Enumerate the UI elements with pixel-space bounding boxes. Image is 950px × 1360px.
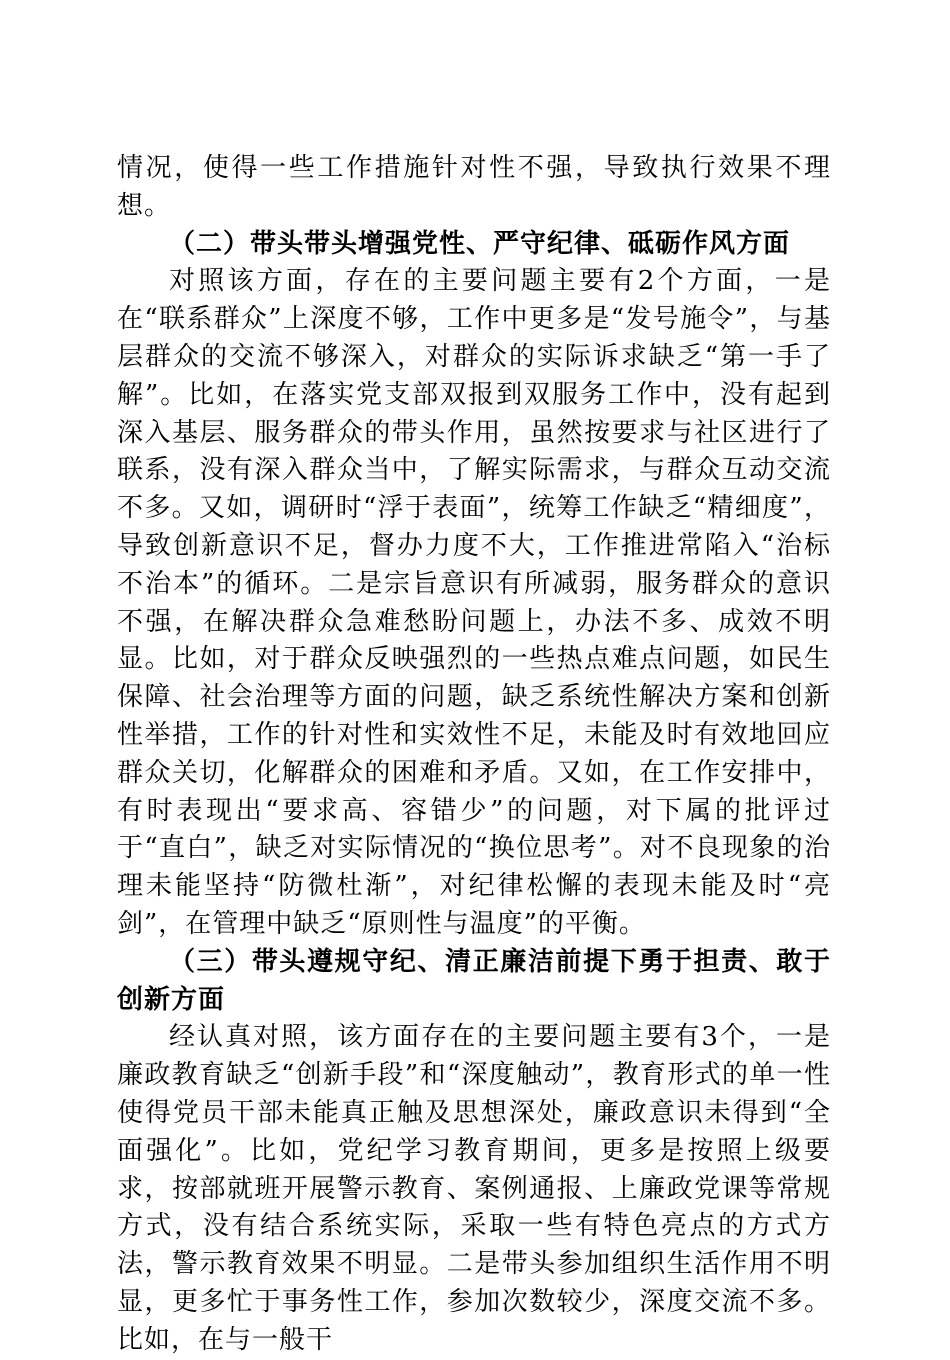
paragraph-continuation: 情况，使得一些工作措施针对性不强，导致执行效果不理想。 bbox=[117, 153, 831, 221]
paragraph-section-2-body: 对照该方面，存在的主要问题主要有2个方面，一是在“联系群众”上深度不够，工作中更多是“发号施令”，与基层群众的交流不够深入，对群众的实际诉求缺乏“第一手了解”。比如，在落实党支部双报到双服务工作中，没有起到深入基层、服务群众的带头作用，虽然按要求与社区进行了联系，没有深入群众当中，了解实际需求，与群众互动交流不多。又如，调研时“浮于表面”，统筹工作缺乏“精细度”，导致创新意识不足，督办力度不大，工作推进常陷入“治标不治本”的循环。二是宗旨意识有所减弱，服务群众的意识不强，在解决群众急难愁盼问题上，办法不多、成效不明显。比如，对于群众反映强烈的一些热点难点问题，如民生保障、社会治理等方面的问题，缺乏系统性解决方案和创新性举措，工作的针对性和实效性不足，未能及时有效地回应群众关切，化解群众的困难和矛盾。又如，在工作安排中，有时表现出“要求高、容错少”的问题，对下属的批评过于“直白”，缺乏对实际情况的“换位思考”。对不良现象的治理未能坚持“防微杜渐”，对纪律松懈的表现未能及时“亮剑”，在管理中缺乏“原则性与温度”的平衡。 bbox=[117, 266, 831, 939]
document-page bbox=[117, 150, 831, 1360]
paragraph-section-3-body: 经认真对照，该方面存在的主要问题主要有3个，一是廉政教育缺乏“创新手段”和“深度触动”，教育形式的单一性使得党员干部未能真正触及思想深处，廉政意识未得到“全面强化”。比如，党纪学习教育期间，更多是按照上级要求，按部就班开展警示教育、案例通报、上廉政党课等常规方式，没有结合系统实际，采取一些有特色亮点的方式方法，警示教育效果不明显。二是带头参加组织生活作用不明显，更多忙于事务性工作，参加次数较少，深度交流不多。比如，在与一般干 bbox=[117, 1022, 831, 1355]
section-heading-2: （二）带头带头增强党性、严守纪律、砥砺作风方面 bbox=[169, 228, 791, 259]
section-heading-3: （三）带头遵规守纪、清正廉洁前提下勇于担责、敢于创新方面 bbox=[117, 946, 831, 1015]
